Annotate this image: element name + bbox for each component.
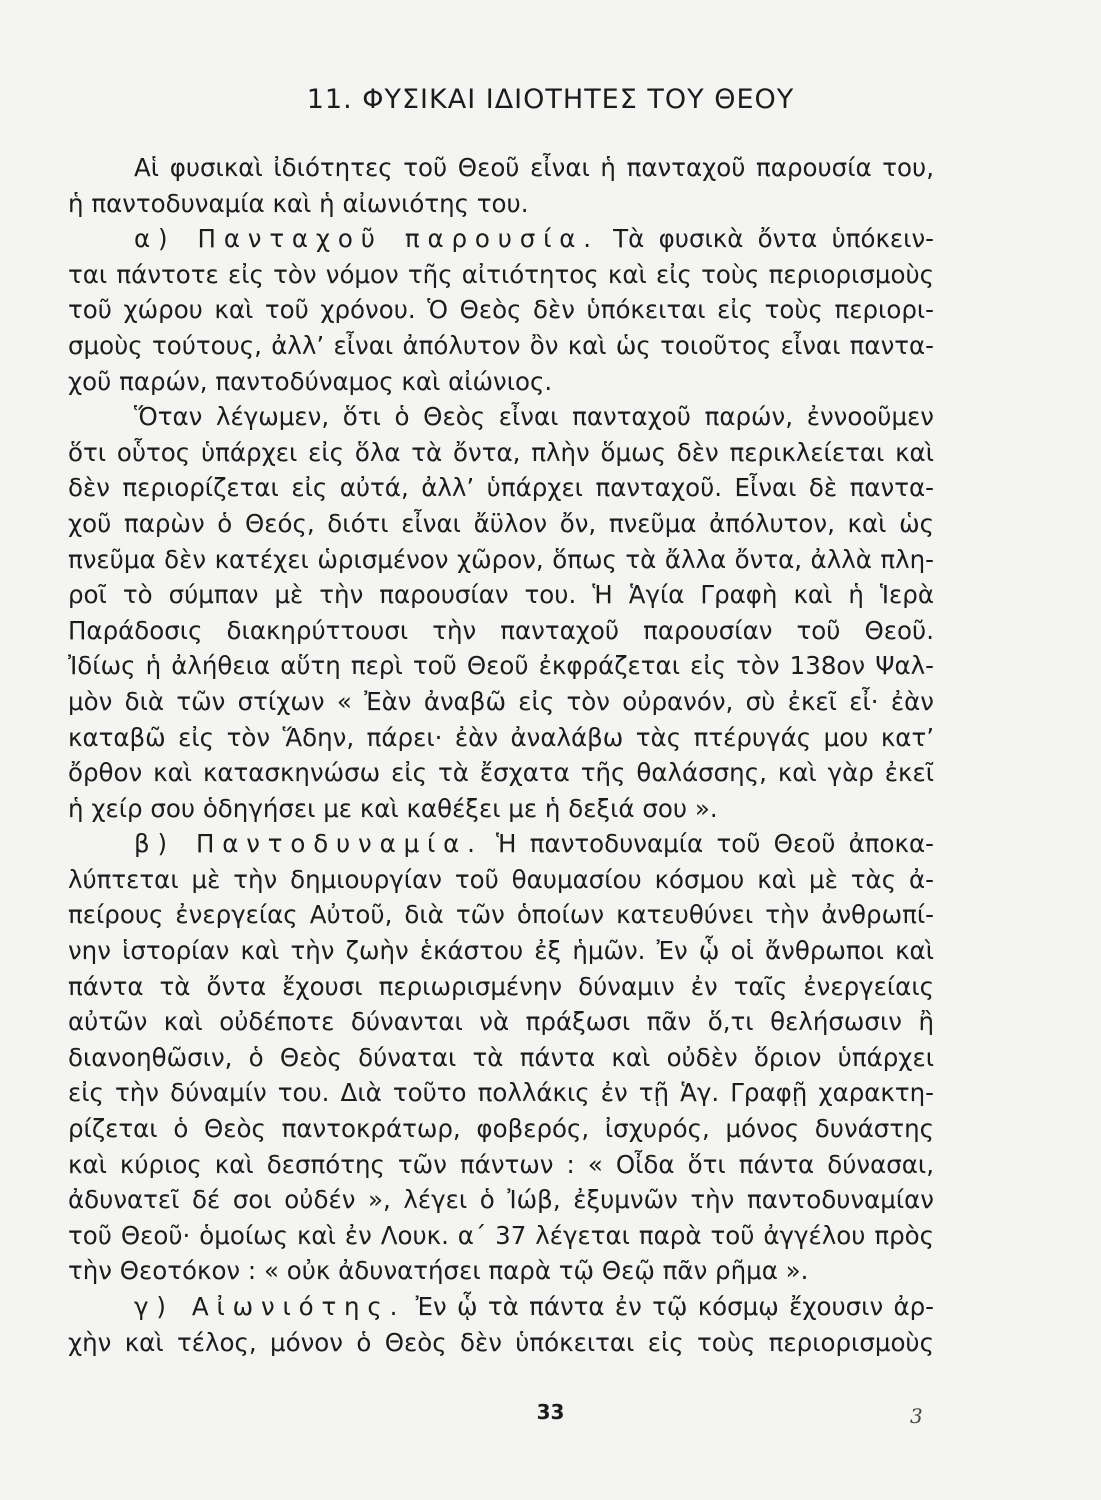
section-b-line: τοῦ Θεοῦ· ὁμοίως καὶ ἐν Λουκ. α´ 37 λέγεται παρὰ τοῦ ἀγγέλου πρὸς <box>68 1220 934 1250</box>
section-b-line: καὶ κύριος καὶ δεσπότης τῶν πάντων : « Οἶδα ὅτι πάντα δύνασαι, <box>68 1149 934 1179</box>
paragraph-line: ὄρθον καὶ κατασκηνώσω εἰς τὰ ἔσχατα τῆς θαλάσσης, καὶ γὰρ ἐκεῖ <box>68 758 934 788</box>
paragraph-line: Ὅταν λέγωμεν, ὅτι ὁ Θεὸς εἶναι πανταχοῦ παρών, ἐννοοῦμεν <box>134 402 934 432</box>
paragraph-line: ὅτι οὗτος ὑπάρχει εἰς ὅλα τὰ ὄντα, πλὴν ὅμως δὲν περικλείεται καὶ <box>68 437 934 467</box>
chapter-title: 11. ΦΥΣΙΚΑΙ ΙΔΙΟΤΗΤΕΣ ΤΟΥ ΘΕΟΥ <box>306 84 795 115</box>
paragraph-line: μὸν διὰ τῶν στίχων « Ἐὰν ἀναβῶ εἰς τὸν οὐρανόν, σὺ ἐκεῖ εἶ· ἐὰν <box>68 686 934 716</box>
paragraph-line: Παράδοσις διακηρύττουσι τὴν πανταχοῦ παρουσίαν τοῦ Θεοῦ. <box>68 615 934 645</box>
section-c-line: χὴν καὶ τέλος, μόνον ὁ Θεὸς δὲν ὑπόκειται εἰς τοὺς περιορισμοὺς <box>68 1327 934 1357</box>
section-a-first-rest: Τὰ φυσικὰ ὄντα ὑπόκειν- <box>598 224 934 254</box>
section-a-line: χοῦ παρών, παντοδύναμος καὶ αἰώνιος. <box>68 366 553 396</box>
paragraph-line: ροῖ τὸ σύμπαν μὲ τὴν παρουσίαν του. Ἡ Ἁγία Γραφὴ καὶ ἡ Ἱερὰ <box>68 580 934 610</box>
section-b-line: πείρους ἐνεργείας Αὐτοῦ, διὰ τῶν ὁποίων κατευθύνει τὴν ἀνθρωπί- <box>68 900 934 930</box>
paragraph-line: πνεῦμα δὲν κατέχει ὡρισμένον χῶρον, ὅπως τὰ ἄλλα ὄντα, ἀλλὰ πλη- <box>68 544 934 574</box>
paragraph-line: δὲν περιορίζεται εἰς αὐτά, ἀλλ’ ὑπάρχει πανταχοῦ. Εἶναι δὲ παντα- <box>68 473 934 503</box>
section-b-line: διανοηθῶσιν, ὁ Θεὸς δύναται τὰ πάντα καὶ οὐδὲν ὅριον ὑπάρχει <box>68 1042 934 1072</box>
section-b-heading: β) Παντοδυναμία. <box>134 829 483 859</box>
section-a-line: τοῦ χώρου καὶ τοῦ χρόνου. Ὁ Θεὸς δὲν ὑπόκειται εἰς τοὺς περιορι- <box>68 295 934 325</box>
signature-mark: 3 <box>910 1404 923 1428</box>
section-b-line: νην ἱστορίαν καὶ τὴν ζωὴν ἑκάστου ἐξ ἡμῶν. Ἐν ᾧ οἱ ἄνθρωποι καὶ <box>68 936 934 966</box>
section-c-heading: γ) Αἰωνιότης. <box>134 1292 406 1321</box>
section-a-first-line <box>68 221 934 257</box>
section-b-line: τὴν Θεοτόκον : « οὐκ ἀδυνατήσει παρὰ τῷ Θεῷ πᾶν ρῆμα ». <box>68 1256 809 1286</box>
paragraph-line: καταβῶ εἰς τὸν Ἅδην, πάρει· ἐὰν ἀναλάβω τὰς πτέρυγάς μου κατ’ <box>68 722 934 752</box>
section-b-line: ρίζεται ὁ Θεὸς παντοκράτωρ, φοβερός, ἰσχυρός, μόνος δυνάστης <box>68 1114 934 1144</box>
section-b-line: πάντα τὰ ὄντα ἔχουσι περιωρισμένην δύναμιν ἐν ταῖς ἐνεργείαις <box>68 971 934 1001</box>
body-text <box>68 150 934 1360</box>
paragraph-line: χοῦ παρὼν ὁ Θεός, διότι εἶναι ἄϋλον ὄν, πνεῦμα ἀπόλυτον, καὶ ὡς <box>68 508 934 538</box>
section-b-line: εἰς τὴν δύναμίν του. Διὰ τοῦτο πολλάκις ἐν τῇ Ἁγ. Γραφῇ χαρακτη- <box>68 1078 934 1108</box>
section-b-line: λύπτεται μὲ τὴν δημιουργίαν τοῦ θαυμασίου κόσμου καὶ μὲ τὰς ἀ- <box>68 864 934 894</box>
section-b-line: ἀδυνατεῖ δέ σοι οὐδέν », λέγει ὁ Ἰώβ, ἐξυμνῶν τὴν παντοδυναμίαν <box>68 1185 934 1215</box>
section-c-first-line <box>68 1289 934 1325</box>
section-c-first-rest: Ἐν ᾧ τὰ πάντα ἐν τῷ κόσμῳ ἔχουσιν ἀρ- <box>405 1292 934 1321</box>
section-b-first-rest: Ἡ παντοδυναμία τοῦ Θεοῦ ἀποκα- <box>482 829 934 859</box>
section-a-line: σμοὺς τούτους, ἀλλ’ εἶναι ἀπόλυτον ὂν καὶ ὡς τοιοῦτος εἶναι παντα- <box>68 330 934 360</box>
intro-line: ἡ παντοδυναμία καὶ ἡ αἰωνιότης του. <box>68 188 529 218</box>
section-a-line: ται πάντοτε εἰς τὸν νόμον τῆς αἰτιότητος καὶ εἰς τοὺς περιορισμοὺς <box>68 259 934 289</box>
section-b-first-line <box>68 826 934 862</box>
page-number: 33 <box>536 1400 565 1424</box>
section-b-line: αὐτῶν καὶ οὐδέποτε δύνανται νὰ πράξωσι πᾶν ὅ,τι θελήσωσιν ἢ <box>68 1007 934 1037</box>
section-a-heading: α) Πανταχοῦ παρουσία. <box>134 224 599 254</box>
paragraph-line: ἡ χείρ σου ὁδηγήσει με καὶ καθέξει με ἡ δεξιά σου ». <box>68 793 718 823</box>
intro-line: Αἱ φυσικαὶ ἰδιότητες τοῦ Θεοῦ εἶναι ἡ πανταχοῦ παρουσία του, <box>134 153 934 182</box>
paragraph-line: Ἰδίως ἡ ἀλήθεια αὕτη περὶ τοῦ Θεοῦ ἐκφράζεται εἰς τὸν 138ον Ψαλ- <box>68 651 934 681</box>
